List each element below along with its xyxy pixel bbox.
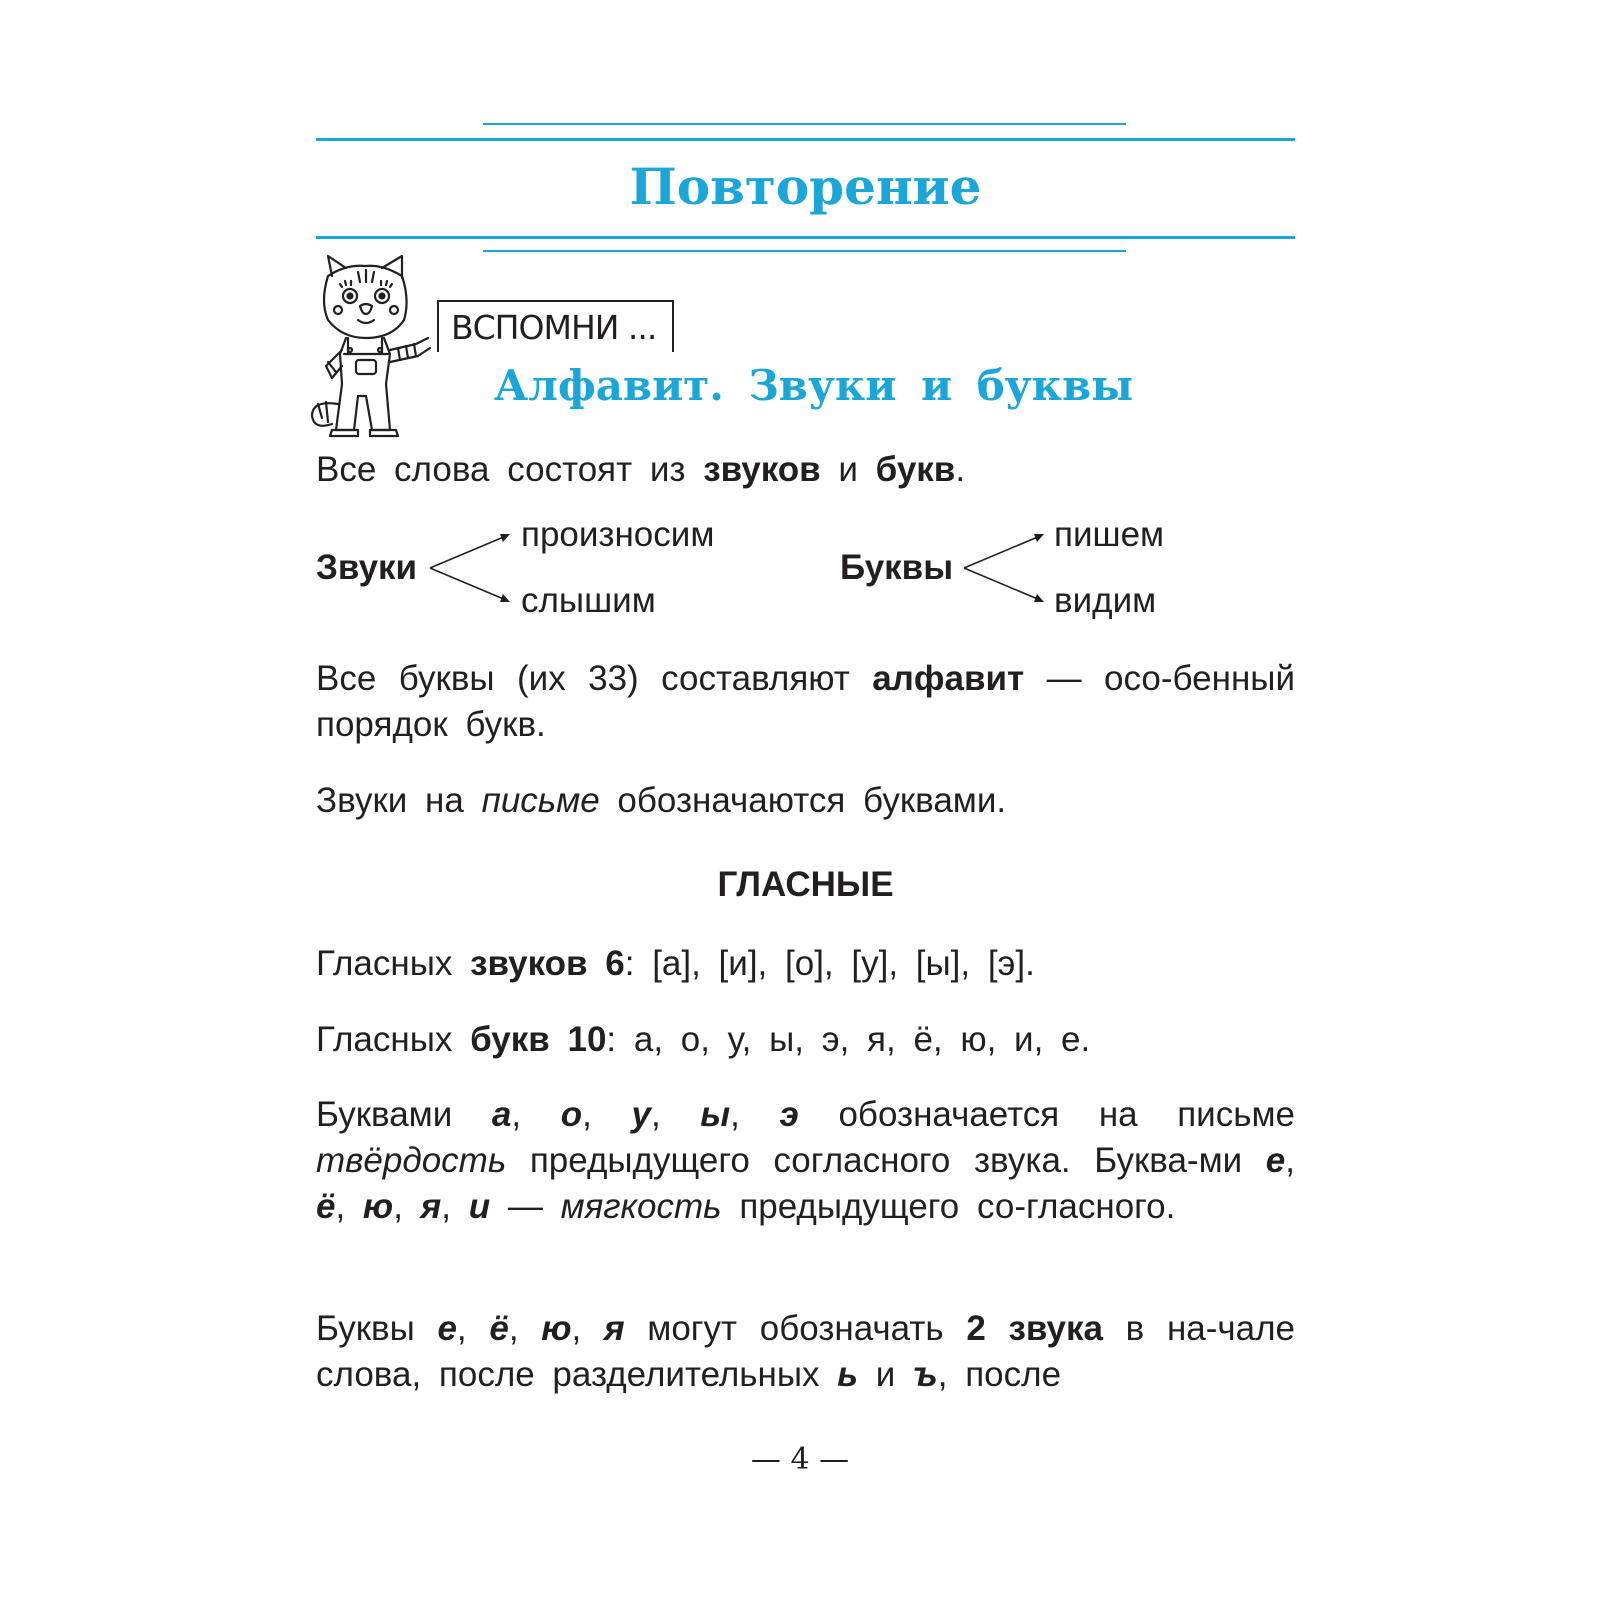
vowel-letters-line [316, 1017, 1295, 1063]
two-sounds-letter: ё [489, 1309, 509, 1348]
diagram-letters-bottom: видим [1054, 581, 1157, 620]
hardness-text: , [393, 1187, 421, 1226]
softness-letter: я [420, 1187, 442, 1226]
header-rule-bottom-short [483, 250, 1126, 252]
two-sounds-text: в на-чале слова, после разделительных [316, 1309, 1295, 1394]
hardness-text: , [650, 1095, 701, 1134]
hardness-italic-term: твёрдость [316, 1141, 507, 1180]
vowel-sounds-text-2: : [а], [и], [о], [у], [ы], [э]. [624, 944, 1035, 983]
hardness-text: предыдущего со-гласного. [721, 1187, 1176, 1226]
intro-text-3: . [955, 450, 966, 489]
writing-text-1: Звуки на [316, 781, 482, 820]
two-sounds-letter: ю [541, 1309, 572, 1348]
cat-mascot-illustration [306, 254, 436, 446]
hardness-letter: ы [700, 1095, 731, 1134]
page-number: — 4 — [750, 1442, 850, 1477]
hardness-paragraph [316, 1092, 1295, 1230]
hardness-text: предыдущего согласного звука. Буква-ми [506, 1141, 1266, 1180]
diagram-letters-arrows [964, 528, 1046, 608]
hardness-letter: э [779, 1095, 799, 1134]
vowels-heading: ГЛАСНЫЕ [717, 865, 894, 904]
soft-sign-letter: ь [837, 1355, 859, 1394]
alphabet-text-1: Все буквы (их 33) составляют [316, 659, 873, 698]
softness-letter: ю [362, 1187, 394, 1226]
remember-sign [437, 300, 674, 352]
vowel-letters-text-1: Гласных [316, 1020, 471, 1059]
intro-text-1: Все слова состоят из [316, 450, 704, 489]
hardness-text: , [730, 1095, 780, 1134]
hardness-letter: а [491, 1095, 512, 1134]
two-sounds-text: могут обозначать [624, 1309, 967, 1348]
alphabet-bold: алфавит [872, 659, 1025, 698]
softness-italic-term: мягкость [560, 1187, 722, 1226]
vowel-sounds-bold: звуков 6 [470, 944, 625, 983]
writing-text-2: обозначаются буквами. [599, 781, 1007, 820]
header-rule-bottom-long [316, 236, 1295, 239]
hardness-text: , [441, 1187, 469, 1226]
two-sounds-text: , после [937, 1355, 1062, 1394]
diagram-letters-head: Буквы [840, 548, 954, 587]
header-rule-top-short [483, 123, 1126, 125]
hardness-text: обозначается на письме [798, 1095, 1295, 1134]
two-sounds-paragraph [316, 1306, 1295, 1398]
hardness-letter: у [631, 1095, 651, 1134]
hardness-text: , [511, 1095, 561, 1134]
two-sounds-text: Буквы [316, 1309, 438, 1348]
vowel-sounds-line [316, 941, 1295, 987]
hardness-letter: о [560, 1095, 583, 1134]
hardness-text: , [1285, 1141, 1295, 1180]
alphabet-text-2: — осо-бенный порядок букв. [316, 659, 1295, 744]
header-rule-top-long [316, 138, 1295, 141]
diagram-letters-top: пишем [1054, 515, 1165, 554]
writing-italic: письме [481, 781, 600, 820]
hardness-text: — [490, 1187, 561, 1226]
hard-sign-letter: ъ [913, 1355, 938, 1394]
vowel-letters-text-2: : а, о, у, ы, э, я, ё, ю, и, е. [606, 1020, 1091, 1059]
intro-bold-letters: букв [875, 450, 956, 489]
diagram-sounds-bottom: слышим [521, 581, 656, 620]
intro-text-2: и [820, 450, 876, 489]
hardness-text: Буквами [316, 1095, 492, 1134]
two-sounds-bold: 2 звука [966, 1309, 1103, 1348]
writing-paragraph [316, 778, 1295, 824]
two-sounds-letter: е [437, 1309, 457, 1348]
two-sounds-text: , [456, 1309, 490, 1348]
diagram-sounds-arrows [430, 528, 512, 608]
softness-letter: и [468, 1187, 491, 1226]
page-title: Повторение [629, 157, 982, 216]
two-sounds-text: , [508, 1309, 542, 1348]
remember-label: ВСПОМНИ ... [451, 308, 657, 347]
vowel-letters-bold: букв 10 [470, 1020, 607, 1059]
intro-bold-sounds: звуков [703, 450, 821, 489]
hardness-text: , [335, 1187, 363, 1226]
hardness-text: , [582, 1095, 632, 1134]
alphabet-paragraph [316, 656, 1295, 748]
vowel-sounds-text-1: Гласных [316, 944, 471, 983]
diagram-sounds-head: Звуки [316, 548, 418, 587]
two-sounds-text: и [858, 1355, 914, 1394]
two-sounds-text: , [571, 1309, 604, 1348]
section-subtitle: Алфавит. Звуки и буквы [494, 361, 1134, 410]
softness-letter: ё [316, 1187, 336, 1226]
softness-letter: е [1265, 1141, 1286, 1180]
diagram-sounds-top: произносим [521, 515, 715, 554]
two-sounds-letter: я [603, 1309, 625, 1348]
intro-paragraph [316, 447, 1295, 493]
